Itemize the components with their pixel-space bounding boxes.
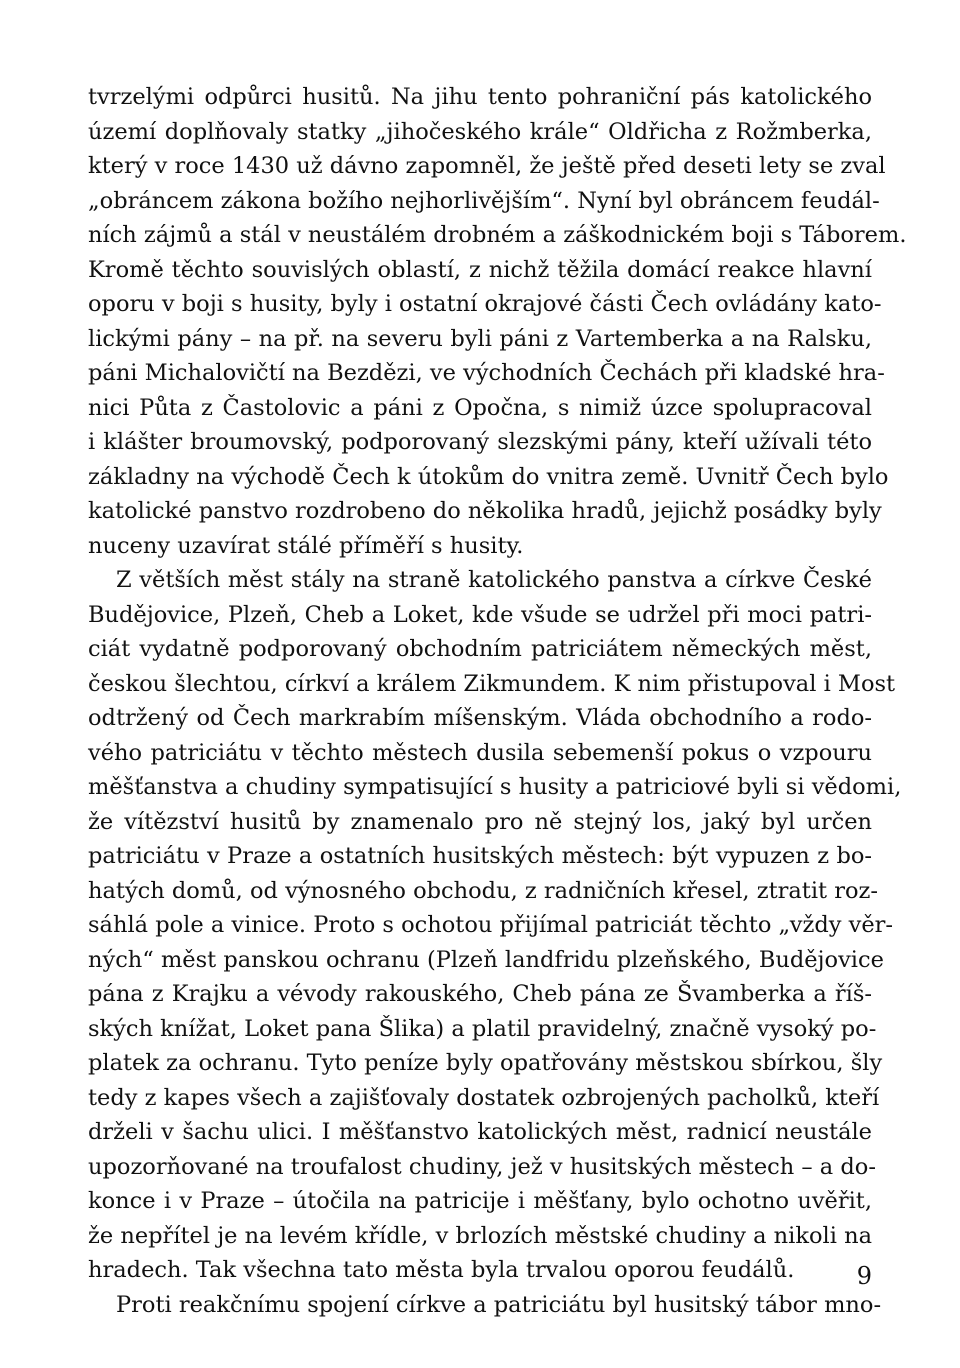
text-line: že nepřítel je na levém křídle, v brlozích městské chudiny a nikoli na [88, 1222, 872, 1249]
text-line: patriciátu v Praze a ostatních husitských městech: být vypuzen z bo- [88, 843, 872, 869]
text-line: odtržený od Čech markrabím míšenským. Vláda obchodního a rodo- [88, 705, 872, 731]
text-line: páni Michalovičtí na Bezdězi, ve východních Čechách při kladské hra- [88, 360, 885, 386]
page-body [88, 80, 907, 1322]
text-line: pána z Krajku a vévody rakouského, Cheb pána ze Švamberka a říš- [88, 981, 872, 1007]
text-line: území doplňovaly statky „jihočeského krále“ Oldřicha z Rožmberka, [88, 118, 872, 145]
text-line: který v roce 1430 už dávno zapomněl, že ještě před deseti lety se zval [88, 153, 886, 179]
text-line: nuceny uzavírat stálé příměří s husity. [88, 532, 524, 559]
text-line: i klášter broumovský, podporovaný slezskými pány, kteří užívali této [88, 429, 872, 455]
text-line: hradech. Tak všechna tato města byla trvalou oporou feudálů. [88, 1257, 795, 1283]
paragraph [88, 563, 902, 1288]
text-line: „obráncem zákona božího nejhorlivějším“. Nyní byl obráncem feudál- [88, 187, 880, 214]
text-line: Proti reakčnímu spojení církve a patriciátu byl husitský tábor mno- [116, 1291, 882, 1318]
text-line: lickými pány – na př. na severu byli páni z Vartemberka a na Ralsku, [88, 325, 872, 352]
text-line: hatých domů, od výnosného obchodu, z radničních křesel, ztratit roz- [88, 877, 878, 904]
text-line: tvrzelými odpůrci husitů. Na jihu tento pohraniční pás katolického [88, 84, 872, 110]
text-line: oporu v boji s husity, byly i ostatní okrajové části Čech ovládány kato- [88, 291, 882, 317]
text-line: měšťanstva a chudiny sympatisující s husity a patriciové byli si vědomi, [88, 774, 902, 800]
paragraph [88, 80, 907, 563]
text-line: ciát vydatně podporovaný obchodním patriciátem německých měst, [88, 636, 872, 662]
text-line: platek za ochranu. Tyto peníze byly opatřovány městskou sbírkou, šly [88, 1050, 883, 1076]
text-line: nici Půta z Častolovic a páni z Opočna, s nimiž úzce spolupracoval [88, 394, 872, 421]
paragraph [88, 1288, 882, 1323]
text-line: ských knížat, Loket pana Šlika) a platil pravidelný, značně vysoký po- [88, 1015, 877, 1042]
text-line: sáhlá pole a vinice. Proto s ochotou přijímal patriciát těchto „vždy věr- [88, 912, 894, 938]
text-line: Kromě těchto souvislých oblastí, z nichž těžila domácí reakce hlavní [88, 256, 872, 283]
text-line: vého patriciátu v těchto městech dusila sebemenší pokus o vzpouru [88, 739, 872, 766]
text-line: že vítězství husitů by znamenalo pro ně stejný los, jaký byl určen [88, 808, 872, 835]
text-line: katolické panstvo rozdrobeno do několika hradů, jejichž posádky byly [88, 498, 882, 524]
text-line: upozorňované na troufalost chudiny, jež v husitských městech – a do- [88, 1153, 876, 1180]
text-line: Z větších měst stály na straně katolického panstva a církve České [116, 567, 872, 593]
text-line: konce i v Praze – útočila na patricije i měšťany, bylo ochotno uvěřit, [88, 1188, 872, 1214]
text-line: základny na východě Čech k útokům do vnitra země. Uvnitř Čech bylo [88, 463, 889, 490]
text-line: Budějovice, Plzeň, Cheb a Loket, kde všude se udržel při moci patri- [88, 601, 872, 628]
text-line: ných“ měst panskou ochranu (Plzeň landfridu plzeňského, Budějovice [88, 946, 884, 973]
text-line: drželi v šachu ulici. I měšťanstvo katolických měst, radnicí neustále [88, 1119, 872, 1145]
text-line: ních zájmů a stál v neustálém drobném a záškodnickém boji s Táborem. [88, 222, 907, 248]
text-line: českou šlechtou, církví a králem Zikmundem. K nim přistupoval i Most [88, 670, 896, 697]
page-number: 9 [856, 1262, 872, 1290]
text-line: tedy z kapes všech a zajišťovaly dostatek ozbrojených pacholků, kteří [88, 1084, 880, 1111]
